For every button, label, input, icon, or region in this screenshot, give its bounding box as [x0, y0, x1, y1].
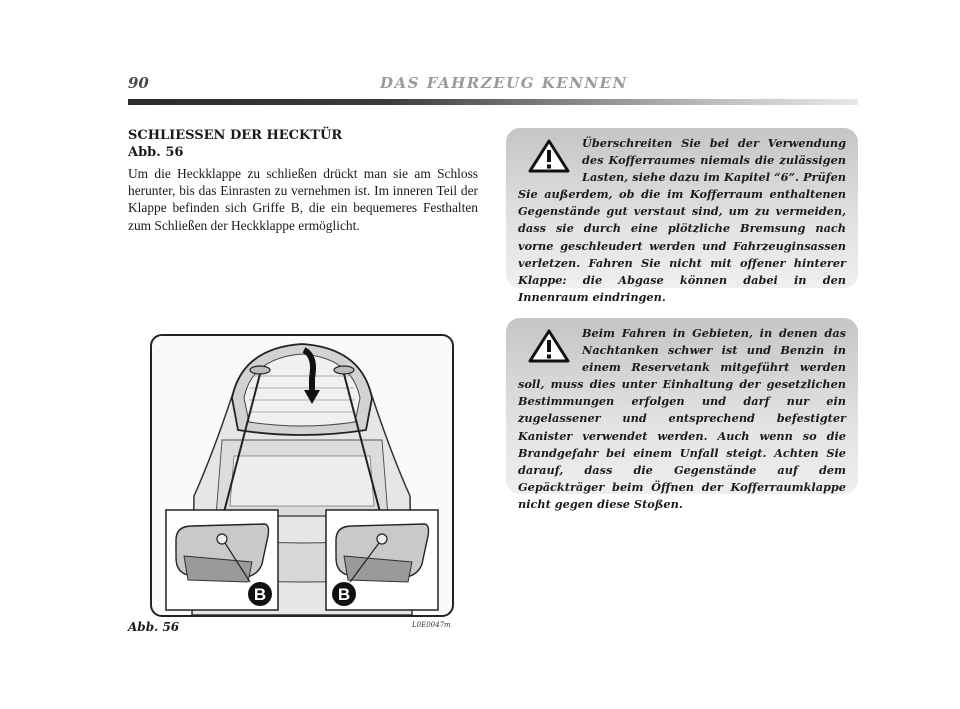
- warning-box: [506, 318, 858, 511]
- callout-b-left-label: B: [253, 585, 267, 604]
- section-title: SCHLIESSEN DER HECKTÜR: [128, 128, 343, 143]
- body-paragraph: Um die Heckklappe zu schließen drückt man sie am Schloss herunter, bis das Einrasten zu vernehmen ist. Im inneren Teil der Klappe befinden sich Griffe B, die ein bequemeres Festhalten zum Schließen der Heckklappe ermöglicht.: [128, 166, 478, 233]
- callout-b-right: [332, 582, 356, 606]
- figure-code: L0E0047m: [412, 621, 451, 629]
- warning-triangle-icon: [528, 139, 570, 173]
- header-rule: [128, 99, 858, 105]
- section-figure-ref: Abb. 56: [128, 145, 184, 160]
- page-number: 90: [128, 74, 149, 92]
- warning-text: Überschreiten Sie bei der Verwendung des Kofferraumes niemals die zulässigen Lasten, siehe dazu im Kapitel “6”. Prüfen Sie außerdem, ob die im Kofferraum enthaltenen Gegenstände gut verstaut sind, um zu vermeiden, dass sie durch eine plötzliche Bremsung nach vorne geschleudert werden und Fahrzeuginsassen verletzen. Fahren Sie nicht mit offener hinterer Klappe: die Abgase können dabei in den Innenraum eindringen.: [518, 136, 846, 304]
- warning-text: Beim Fahren in Gebieten, in denen das Nachtanken schwer ist und Benzin in einem Reservetank mitgeführt werden soll, muss dies unter Einhaltung der gesetzlichen Bestimmungen erfolgen und darf nur ein zugelassener und entsprechend befestigter Kanister verwendet werden. Auch wenn so die Brandgefahr bei einem Unfall steigt. Achten Sie darauf, dass die Gegenstände auf dem Gepäckträger beim Öffnen der Kofferraumklappe nicht gegen diese Stoßen.: [518, 326, 846, 511]
- figure-caption: Abb. 56: [128, 620, 180, 634]
- tailgate-illustration: [152, 336, 452, 615]
- warning-box: [506, 128, 858, 304]
- figure-illustration: [150, 334, 454, 617]
- section-heading: [128, 127, 478, 161]
- running-header: DAS FAHRZEUG KENNEN: [380, 74, 628, 92]
- warning-triangle-icon: [528, 329, 570, 363]
- callout-b-right-label: B: [337, 585, 351, 604]
- callout-b-left: [248, 582, 272, 606]
